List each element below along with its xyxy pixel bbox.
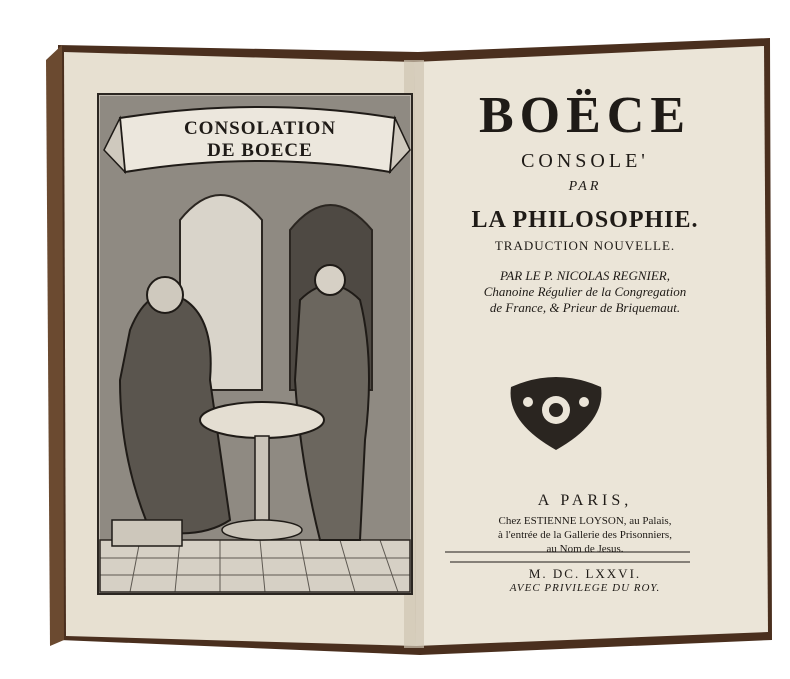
checkered-floor <box>100 540 410 592</box>
philosophie-line: LA PHILOSOPHIE. <box>471 207 699 233</box>
place: A PARIS, <box>537 492 633 509</box>
seated-figure-head <box>147 277 183 313</box>
imprint-block <box>420 492 750 594</box>
table-base <box>222 520 302 540</box>
book-subtitle: CONSOLE' <box>521 150 649 172</box>
printer-block <box>420 514 750 556</box>
banner-line-1: CONSOLATION <box>183 118 337 139</box>
author-line-1: PAR LE P. NICOLAS REGNIER, <box>500 268 670 283</box>
standing-figure-head <box>315 265 345 295</box>
printer-line-2: à l'entrée de la Gallerie des Prisonniers, <box>498 529 672 541</box>
by-line: PAR <box>568 179 602 194</box>
author-line-3: de France, & Prieur de Briquemaut. <box>489 300 681 315</box>
author-line-2: Chanoine Régulier de la Congregation <box>483 284 687 299</box>
imprint-date: M. DC. LXXVI. <box>528 566 642 581</box>
title-page-text <box>420 87 750 316</box>
floor-books <box>112 520 182 546</box>
printer-line-1: Chez ESTIENNE LOYSON, au Palais, <box>498 515 672 527</box>
book-title: BOËCE <box>478 87 692 144</box>
banner-line-2: DE BOECE <box>207 140 313 161</box>
privilege: AVEC PRIVILEGE DU ROY. <box>509 582 661 594</box>
translation-note: TRADUCTION NOUVELLE. <box>494 238 676 253</box>
round-table <box>200 402 324 438</box>
book-spine-edge <box>46 45 64 646</box>
printer-line-3: au Nom de Jesus. <box>546 543 624 555</box>
table-leg <box>255 436 269 526</box>
author-block <box>420 268 750 316</box>
frontispiece-banner <box>150 118 370 162</box>
